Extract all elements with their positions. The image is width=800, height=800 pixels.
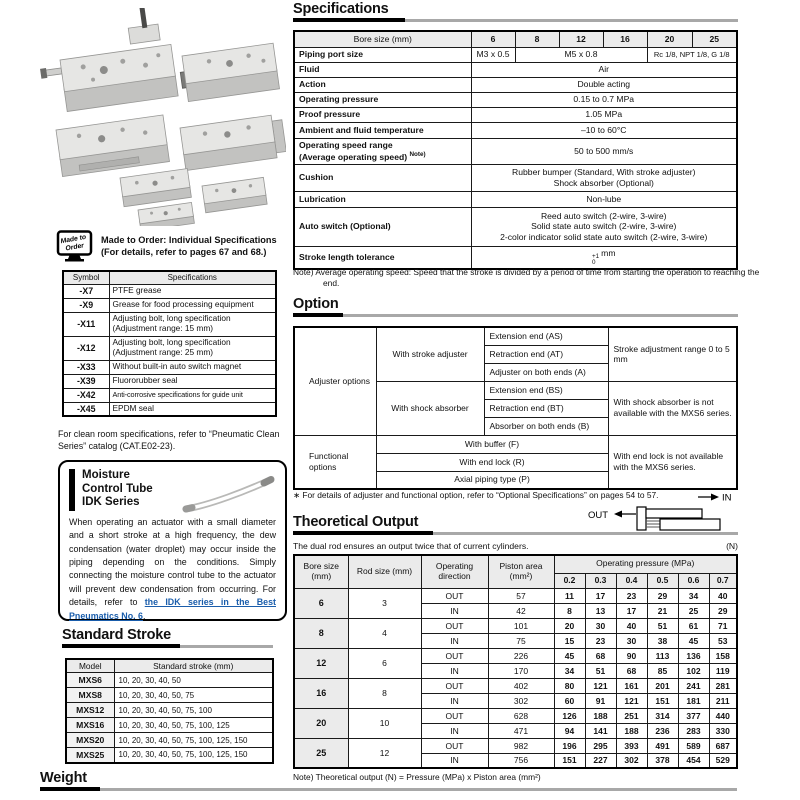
idk-link[interactable]: the IDK series in the Best Pneumatics No. 6 bbox=[69, 597, 276, 621]
bore-cell: 8 bbox=[294, 618, 348, 648]
row-value: 50 to 500 mm/s bbox=[471, 138, 737, 164]
area-cell: 170 bbox=[488, 663, 554, 678]
row-label: Piping port size bbox=[294, 47, 471, 62]
theoretical-subtitle-row bbox=[293, 541, 738, 551]
bore-6: 6 bbox=[471, 31, 515, 47]
row-value: 1.05 MPa bbox=[471, 107, 737, 122]
direction-cell: OUT bbox=[421, 708, 488, 723]
table-row bbox=[63, 336, 276, 360]
idk-title-2: Control Tube bbox=[82, 482, 153, 495]
symbol-cell: -X42 bbox=[63, 388, 109, 402]
bore-cell: 12 bbox=[294, 648, 348, 678]
direction-cell: OUT bbox=[421, 738, 488, 753]
standard-stroke-table bbox=[65, 658, 274, 764]
table-row-out: 8 4 OUT 101 20 30 40 51 61 71 bbox=[294, 618, 737, 633]
speed-label-2: (Average operating speed) $^{Note)}$ bbox=[299, 150, 426, 162]
col-header-area: Piston area (mm²) bbox=[488, 555, 554, 588]
idk-title-3: IDK Series bbox=[82, 496, 140, 509]
symbol-cell: -X9 bbox=[63, 298, 109, 312]
table-row bbox=[294, 164, 737, 191]
table-row bbox=[294, 77, 737, 92]
spec-cell: Adjusting bolt, long specification (Adjustment range: 25 mm) bbox=[109, 336, 276, 360]
col-header-spec: Specifications bbox=[109, 271, 276, 284]
weight-heading: Weight bbox=[40, 770, 87, 786]
direction-cell: IN bbox=[421, 723, 488, 738]
bore-25: 25 bbox=[692, 31, 737, 47]
spec-note: Note) Average operating speed: Speed that the stroke is divided by a period of time from starting the operation to reaching the end. bbox=[293, 267, 760, 288]
area-cell: 302 bbox=[488, 693, 554, 708]
option-item: Retraction end (AT) bbox=[484, 345, 608, 363]
table-row bbox=[294, 327, 737, 345]
row-value: 0.15 to 0.7 MPa bbox=[471, 92, 737, 107]
pressure-05: 0.5 bbox=[647, 573, 678, 588]
table-row bbox=[63, 374, 276, 388]
spec-cell: Anti-corrosive specifications for guide unit bbox=[109, 388, 276, 402]
table-row bbox=[66, 673, 273, 688]
area-cell: 628 bbox=[488, 708, 554, 723]
heading-rule bbox=[293, 18, 738, 22]
bore-16: 16 bbox=[603, 31, 647, 47]
stroke-cell: 10, 20, 30, 40, 50, 75 bbox=[114, 688, 273, 703]
idk-suffix: . bbox=[142, 610, 146, 621]
row-value: Air bbox=[471, 62, 737, 77]
bore-cell: 25 bbox=[294, 738, 348, 768]
idk-title-1: Moisture bbox=[82, 469, 130, 481]
table-header-row bbox=[294, 555, 737, 573]
table-row-in: IN 471 94 141 188 236 283 330 bbox=[294, 723, 737, 738]
table-row-out: 12 6 OUT 226 45 68 90 113 136 158 bbox=[294, 648, 737, 663]
table-row-out: 6 3 OUT 57 11 17 23 29 34 40 bbox=[294, 588, 737, 603]
rod-cell: 4 bbox=[348, 618, 421, 648]
rod-cell: 3 bbox=[348, 588, 421, 618]
option-heading: Option bbox=[293, 296, 339, 312]
theoretical-subtitle: The dual rod ensures an output twice that of current cylinders. bbox=[293, 541, 529, 551]
table-row bbox=[294, 246, 737, 269]
table-row bbox=[63, 312, 276, 336]
stroke-cell: 10, 20, 30, 40, 50, 75, 100, 125, 150 bbox=[114, 748, 273, 763]
row-label: Auto switch (Optional) bbox=[294, 207, 471, 246]
note-ref: Note) bbox=[409, 150, 426, 158]
row-label: Fluid bbox=[294, 62, 471, 77]
option-footnote: ∗ For details of adjuster and functional option, refer to “Optional Specifications” on pages 54 to 57. bbox=[293, 490, 659, 500]
stroke-adjuster-cell: With stroke adjuster bbox=[376, 327, 484, 381]
standard-stroke-section bbox=[62, 627, 273, 648]
symbol-cell: -X45 bbox=[63, 402, 109, 416]
table-row bbox=[63, 388, 276, 402]
made-to-order-table bbox=[62, 270, 277, 417]
pressure-07: 0.7 bbox=[709, 573, 737, 588]
table-row-in: IN 75 15 23 30 38 45 53 bbox=[294, 633, 737, 648]
stroke-cell: 10, 20, 30, 40, 50, 75, 100, 125 bbox=[114, 718, 273, 733]
table-header-row bbox=[66, 659, 273, 673]
table-row bbox=[294, 191, 737, 207]
direction-cell: IN bbox=[421, 633, 488, 648]
rod-cell: 10 bbox=[348, 708, 421, 738]
col-header-symbol: Symbol bbox=[63, 271, 109, 284]
direction-cell: OUT bbox=[421, 648, 488, 663]
table-row bbox=[66, 703, 273, 718]
direction-cell: OUT bbox=[421, 588, 488, 603]
rod-cell: 6 bbox=[348, 648, 421, 678]
row-value: Non-lube bbox=[471, 191, 737, 207]
made-to-order-subtitle: (For details, refer to pages 67 and 68.) bbox=[101, 247, 267, 257]
option-item: With end lock (R) bbox=[376, 453, 608, 471]
bore-size-label: Bore size (mm) bbox=[294, 31, 471, 47]
model-cell: MXS6 bbox=[66, 673, 114, 688]
bore-20: 20 bbox=[647, 31, 692, 47]
specifications-heading: Specifications bbox=[293, 1, 389, 17]
direction-cell: OUT bbox=[421, 618, 488, 633]
table-header-row bbox=[294, 31, 737, 47]
symbol-cell: -X11 bbox=[63, 312, 109, 336]
option-item: Extension end (AS) bbox=[484, 327, 608, 345]
bore-12: 12 bbox=[559, 31, 603, 47]
shock-absorber-cell: With shock absorber bbox=[376, 381, 484, 435]
model-cell: MXS20 bbox=[66, 733, 114, 748]
spec-cell: PTFE grease bbox=[109, 284, 276, 298]
area-cell: 982 bbox=[488, 738, 554, 753]
row-value: Double acting bbox=[471, 77, 737, 92]
theoretical-output-table bbox=[293, 554, 738, 769]
theoretical-output-section bbox=[293, 514, 738, 535]
clean-room-note: For clean room specifications, refer to “Pneumatic Clean Series” catalog (CAT.E02-23). bbox=[58, 429, 280, 451]
area-cell: 42 bbox=[488, 603, 554, 618]
bore-cell: 20 bbox=[294, 708, 348, 738]
table-row bbox=[294, 435, 737, 453]
stroke-cell: 10, 20, 30, 40, 50, 75, 100, 125, 150 bbox=[114, 733, 273, 748]
bore-8: 8 bbox=[515, 31, 559, 47]
table-row bbox=[63, 360, 276, 374]
col-header-stroke: Standard stroke (mm) bbox=[114, 659, 273, 673]
area-cell: 57 bbox=[488, 588, 554, 603]
made-to-order-title: Made to Order: Individual Specifications bbox=[101, 235, 277, 246]
direction-cell: IN bbox=[421, 663, 488, 678]
speed-label-1: Operating speed range bbox=[299, 140, 393, 151]
symbol-cell: -X12 bbox=[63, 336, 109, 360]
symbol-cell: -X7 bbox=[63, 284, 109, 298]
standard-stroke-heading: Standard Stroke bbox=[62, 627, 171, 643]
spec-cell: Adjusting bolt, long specification (Adjustment range: 15 mm) bbox=[109, 312, 276, 336]
piping-m3: M3 x 0.5 bbox=[471, 47, 515, 62]
symbol-cell: -X33 bbox=[63, 360, 109, 374]
direction-cell: IN bbox=[421, 753, 488, 768]
spec-cell: Fluororubber seal bbox=[109, 374, 276, 388]
functional-note: With end lock is not available with the MXS6 series. bbox=[608, 435, 737, 489]
model-cell: MXS25 bbox=[66, 748, 114, 763]
rod-cell: 12 bbox=[348, 738, 421, 768]
row-label: Proof pressure bbox=[294, 107, 471, 122]
idk-body-span: When operating an actuator with a small diameter and a short stroke at a high frequency, the dew condensation (water droplet) may occur inside the piping depending on the conditions. Simply connecting the moisture control tube to the actuator will prevent dew condensation from occurring. For details, refer to bbox=[69, 517, 276, 608]
theoretical-note: Note) Theoretical output (N) = Pressure (MPa) x Piston area (mm²) bbox=[293, 772, 541, 782]
product-photo bbox=[40, 8, 286, 226]
pressure-02: 0.2 bbox=[554, 573, 585, 588]
spec-cell: EPDM seal bbox=[109, 402, 276, 416]
badge-text-1: Made to bbox=[60, 233, 87, 246]
area-cell: 402 bbox=[488, 678, 554, 693]
left-column bbox=[40, 0, 290, 800]
title-bar bbox=[69, 469, 75, 511]
idk-body-text bbox=[69, 516, 276, 623]
col-header-model: Model bbox=[66, 659, 114, 673]
table-row bbox=[66, 748, 273, 763]
table-row bbox=[294, 107, 737, 122]
table-row bbox=[66, 718, 273, 733]
row-label: Lubrication bbox=[294, 191, 471, 207]
out-label: OUT bbox=[588, 510, 609, 521]
piping-m5: M5 x 0.8 bbox=[515, 47, 647, 62]
table-row bbox=[294, 207, 737, 246]
option-section bbox=[293, 296, 738, 317]
table-row bbox=[294, 62, 737, 77]
row-label: Operating pressure bbox=[294, 92, 471, 107]
option-item: Adjuster on both ends (A) bbox=[484, 363, 608, 381]
table-row bbox=[63, 298, 276, 312]
area-cell: 101 bbox=[488, 618, 554, 633]
model-cell: MXS12 bbox=[66, 703, 114, 718]
stroke-cell: 10, 20, 30, 40, 50 bbox=[114, 673, 273, 688]
functional-options-cell: Functional options bbox=[294, 435, 376, 489]
model-cell: MXS16 bbox=[66, 718, 114, 733]
stroke-cell: 10, 20, 30, 40, 50, 75, 100 bbox=[114, 703, 273, 718]
table-row-out: 20 10 OUT 628 126 188 251 314 377 440 bbox=[294, 708, 737, 723]
table-row bbox=[294, 138, 737, 164]
tube-image bbox=[178, 471, 278, 515]
area-cell: 75 bbox=[488, 633, 554, 648]
row-label: Action bbox=[294, 77, 471, 92]
specifications-table bbox=[293, 30, 738, 270]
table-row-in: IN 756 151 227 302 378 454 529 bbox=[294, 753, 737, 768]
heading-rule bbox=[62, 644, 273, 648]
direction-cell: OUT bbox=[421, 678, 488, 693]
option-item: Extension end (BS) bbox=[484, 381, 608, 399]
symbol-cell: -X39 bbox=[63, 374, 109, 388]
col-header-rod: Rod size (mm) bbox=[348, 555, 421, 588]
idk-series-box bbox=[58, 460, 287, 621]
spec-cell: Grease for food processing equipment bbox=[109, 298, 276, 312]
table-row bbox=[63, 284, 276, 298]
table-row-out: 25 12 OUT 982 196 295 393 491 589 687 bbox=[294, 738, 737, 753]
area-cell: 471 bbox=[488, 723, 554, 738]
theoretical-output-heading: Theoretical Output bbox=[293, 514, 419, 530]
rod-cell: 8 bbox=[348, 678, 421, 708]
model-cell: MXS8 bbox=[66, 688, 114, 703]
badge-text-2: Order bbox=[65, 242, 85, 253]
made-to-order-icon bbox=[56, 230, 96, 264]
table-row bbox=[294, 47, 737, 62]
table-row bbox=[294, 92, 737, 107]
pressure-04: 0.4 bbox=[616, 573, 647, 588]
row-label: Cushion bbox=[294, 164, 471, 191]
col-header-pressure: Operating pressure (MPa) bbox=[554, 555, 737, 573]
table-row-in: IN 302 60 91 121 151 181 211 bbox=[294, 693, 737, 708]
direction-cell: IN bbox=[421, 603, 488, 618]
spec-cell: Without built-in auto switch magnet bbox=[109, 360, 276, 374]
option-item: Axial piping type (P) bbox=[376, 471, 608, 489]
in-label: IN bbox=[722, 492, 732, 504]
made-to-order-header bbox=[56, 230, 288, 264]
row-value: –10 to 60°C bbox=[471, 122, 737, 138]
area-cell: 226 bbox=[488, 648, 554, 663]
row-label: Ambient and fluid temperature bbox=[294, 122, 471, 138]
row-value: +1 0 mm bbox=[471, 246, 737, 269]
table-row bbox=[63, 402, 276, 416]
row-label bbox=[294, 138, 471, 164]
row-value: Reed auto switch (2-wire, 3-wire) Solid state auto switch (2-wire, 3-wire) 2-color indicator solid state auto switch (2-wire, 3-wire) bbox=[471, 207, 737, 246]
table-row bbox=[294, 122, 737, 138]
option-item: Retraction end (BT) bbox=[484, 399, 608, 417]
specifications-section bbox=[293, 1, 738, 22]
table-header-row bbox=[63, 271, 276, 284]
table-row-in: IN 170 34 51 68 85 102 119 bbox=[294, 663, 737, 678]
right-column bbox=[293, 0, 760, 800]
option-item: Absorber on both ends (B) bbox=[484, 417, 608, 435]
adjuster-note: Stroke adjustment range 0 to 5 mm bbox=[608, 327, 737, 381]
bore-cell: 16 bbox=[294, 678, 348, 708]
shock-note: With shock absorber is not available with the MXS6 series. bbox=[608, 381, 737, 435]
row-value: Rubber bumper (Standard, With stroke adjuster) Shock absorber (Optional) bbox=[471, 164, 737, 191]
direction-cell: IN bbox=[421, 693, 488, 708]
bore-cell: 6 bbox=[294, 588, 348, 618]
option-item: With buffer (F) bbox=[376, 435, 608, 453]
option-table bbox=[293, 326, 738, 490]
col-header-bore: Bore size (mm) bbox=[294, 555, 348, 588]
col-header-direction: Operating direction bbox=[421, 555, 488, 588]
pressure-06: 0.6 bbox=[678, 573, 709, 588]
table-row-out: 16 8 OUT 402 80 121 161 201 241 281 bbox=[294, 678, 737, 693]
table-row-in: IN 42 8 13 17 21 25 29 bbox=[294, 603, 737, 618]
area-cell: 756 bbox=[488, 753, 554, 768]
adjuster-options-cell: Adjuster options bbox=[294, 327, 376, 435]
piping-rc: Rc 1/8, NPT 1/8, G 1/8 bbox=[647, 47, 737, 62]
heading-rule bbox=[293, 531, 738, 535]
pressure-03: 0.3 bbox=[585, 573, 616, 588]
table-row bbox=[66, 733, 273, 748]
table-row bbox=[66, 688, 273, 703]
heading-rule bbox=[293, 313, 738, 317]
unit-label: (N) bbox=[726, 541, 738, 551]
row-label: Stroke length tolerance bbox=[294, 246, 471, 269]
